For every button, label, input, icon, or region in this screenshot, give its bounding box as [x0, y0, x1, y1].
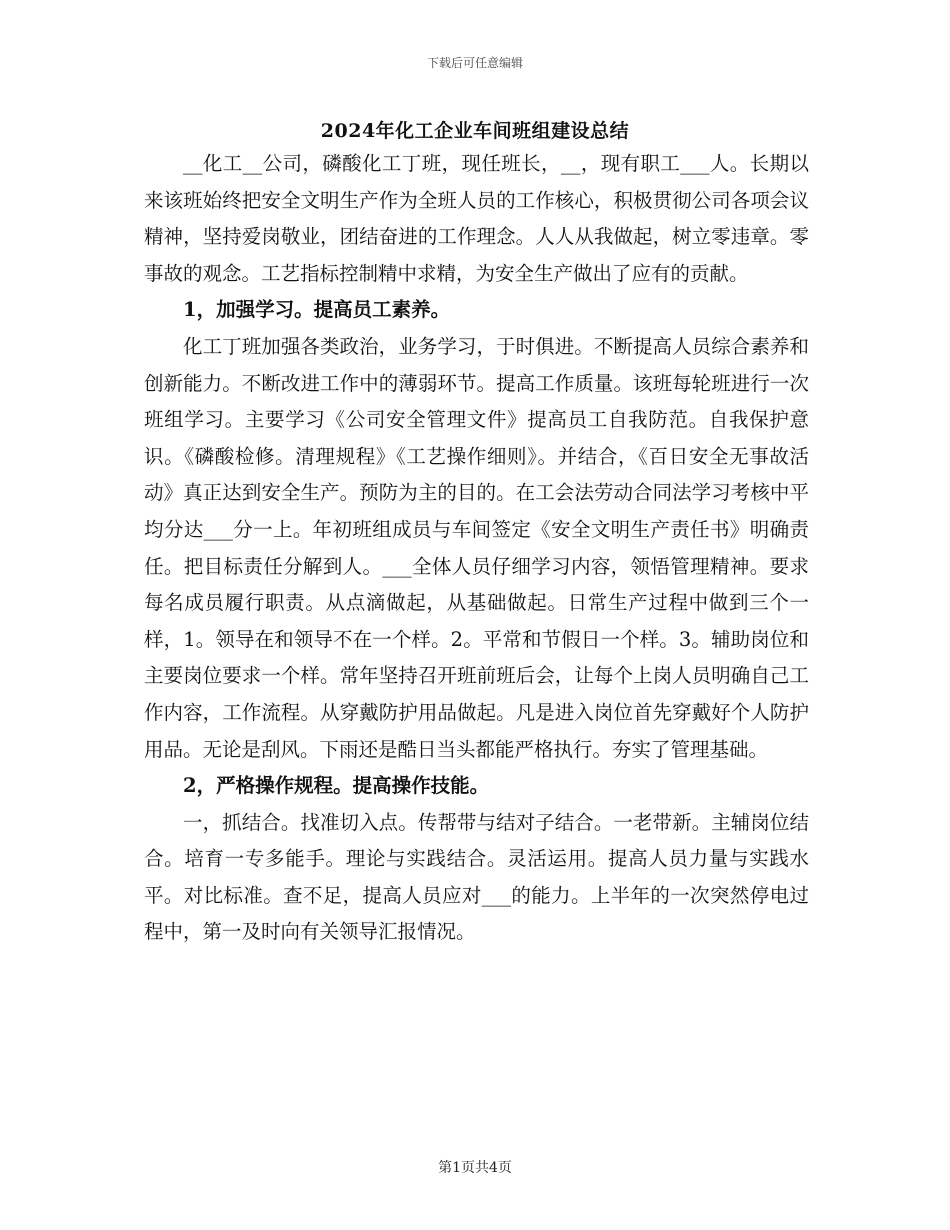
paragraph-intro: __化工__公司，磷酸化工丁班，现任班长，__，现有职工___人。长期以来该班始终把安全文明生产作为全班人员的工作核心，积极贯彻公司各项会议精神，坚持爱岗敬业，团结奋进的工作理念。人人从我做起，树立零违章。零事故的观念。工艺指标控制精中求精，为安全生产做出了应有的贡献。 [144, 152, 809, 285]
page-footer: 第1页共4页 [438, 1160, 512, 1176]
document-title: 2024年化工企业车间班组建设总结 [320, 120, 630, 142]
header-note: 下载后可任意编辑 [426, 56, 523, 70]
paragraph-section-1: 化工丁班加强各类政治，业务学习，于时俱进。不断提高人员综合素养和创新能力。不断改进工作中的薄弱环节。提高工作质量。该班每轮班进行一次班组学习。主要学习《公司安全管理文件》提高员工自我防范。自我保护意识。《磷酸检修。清理规程》《工艺操作细则》。并结合，《百日安全无事故活动》真正达到安全生产。预防为主的目的。在工会法劳动合同法学习考核中平均分达___分一上。年初班组成员与车间签定《安全文明生产责任书》明确责任。把目标责任分解到人。___全体人员仔细学习内容，领悟管理精神。要求每名成员履行职责。从点滴做起，从基础做起。日常生产过程中做到三个一样，1。领导在和领导不在一个样。2。平常和节假日一个样。3。辅助岗位和主要岗位要求一个样。常年坚持召开班前班后会，让每个上岗人员明确自己工作内容，工作流程。从穿戴防护用品做起。凡是进入岗位首先穿戴好个人防护用品。无论是刮风。下雨还是酷日当头都能严格执行。夯实了管理基础。 [144, 334, 809, 761]
paragraph-section-2: 一，抓结合。找准切入点。传帮带与结对子结合。一老带新。主辅岗位结合。培育一专多能手。理论与实践结合。灵活运用。提高人员力量与实践水平。对比标准。查不足，提高人员应对___的能力。上半年的一次突然停电过程中，第一及时向有关领导汇报情况。 [144, 810, 809, 944]
section-heading-2: 2，严格操作规程。提高操作技能。 [183, 774, 490, 798]
section-heading-1: 1，加强学习。提高员工素养。 [183, 298, 451, 322]
document-body [144, 146, 809, 951]
